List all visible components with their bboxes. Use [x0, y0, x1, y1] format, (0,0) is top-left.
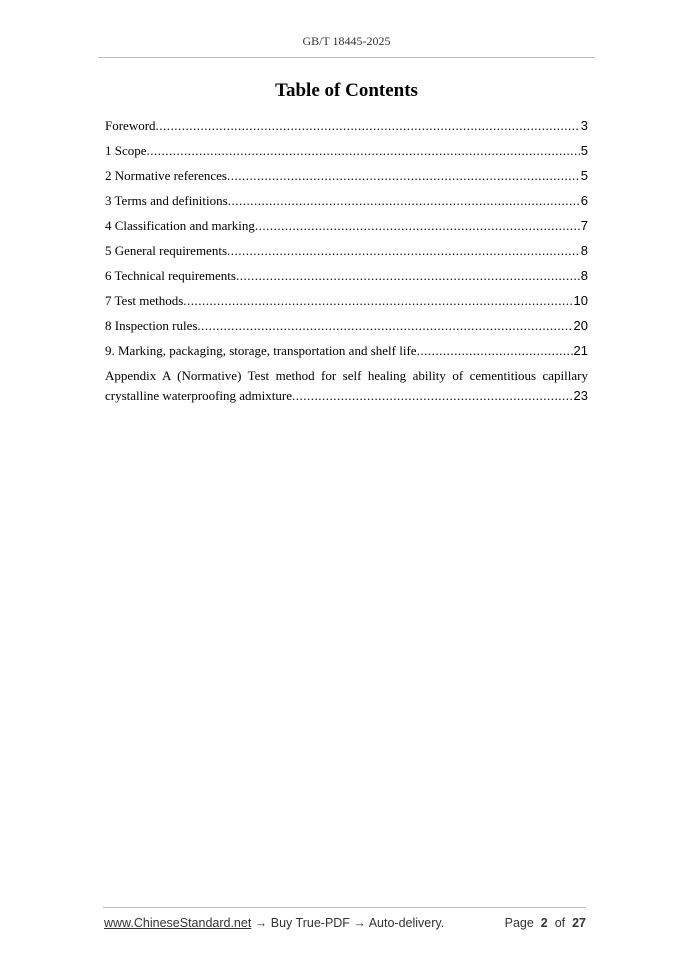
- page-indicator: [505, 916, 586, 930]
- toc-entry-page: 23: [573, 388, 588, 403]
- header-divider: [98, 57, 595, 58]
- website-link[interactable]: www.ChineseStandard.net: [104, 916, 252, 930]
- toc-leader-dots: [147, 141, 580, 161]
- toc-entry-label: 7 Test methods: [105, 293, 184, 308]
- footer-tagline: → Buy True-PDF → Auto-delivery.: [251, 916, 445, 930]
- toc-entry-page: 3: [580, 118, 588, 133]
- toc-leader-dots: [417, 341, 573, 361]
- toc-entry-page: 8: [580, 243, 588, 258]
- toc-leader-dots: [227, 166, 580, 186]
- toc-entry-page: 5: [580, 143, 588, 158]
- toc-leader-dots: [292, 386, 573, 406]
- toc-entry-classification-and-marking[interactable]: [105, 216, 588, 241]
- toc-entry-label: 1 Scope: [105, 143, 147, 158]
- page-label: Page: [504, 916, 534, 930]
- total-pages-number: 27: [572, 916, 586, 930]
- footer-divider: [103, 907, 586, 908]
- toc-entry-page: 5: [580, 168, 588, 183]
- toc-entry-continuation: [105, 386, 588, 406]
- page-footer: [104, 916, 586, 930]
- current-page-number: 2: [540, 916, 548, 930]
- toc-entry-test-methods[interactable]: [105, 291, 588, 316]
- toc-entry-page: 8: [580, 268, 588, 283]
- toc-entry-label: 3 Terms and definitions: [105, 193, 228, 208]
- toc-entry-general-requirements[interactable]: [105, 241, 588, 266]
- toc-entry-label: Foreword: [105, 118, 156, 133]
- toc-entry-label: Appendix A (Normative) Test method for self healing ability of cementitious capillary: [105, 368, 588, 383]
- toc-entry-label: 4 Classification and marking: [105, 218, 255, 233]
- toc-leader-dots: [197, 316, 572, 336]
- toc-entry-normative-references[interactable]: [105, 166, 588, 191]
- toc-entry-terms-and-definitions[interactable]: [105, 191, 588, 216]
- toc-entry-marking-packaging[interactable]: [105, 341, 588, 366]
- toc-leader-dots: [183, 291, 572, 311]
- toc-entry-label: 9. Marking, packaging, storage, transportation and shelf life: [105, 343, 417, 358]
- toc-entry-label: 6 Technical requirements: [105, 268, 236, 283]
- toc-entry-page: 7: [580, 218, 588, 233]
- toc-entry-label: 2 Normative references: [105, 168, 227, 183]
- toc-entry-label: 5 General requirements: [105, 243, 228, 258]
- toc-entry-appendix-a[interactable]: [105, 366, 588, 406]
- table-of-contents: [105, 116, 588, 406]
- toc-leader-dots: [236, 266, 580, 286]
- toc-entry-technical-requirements[interactable]: [105, 266, 588, 291]
- footer-promo: [104, 916, 444, 930]
- toc-entry-foreword[interactable]: [105, 116, 588, 141]
- page-title: Table of Contents: [275, 80, 418, 101]
- toc-entry-label: 8 Inspection rules: [105, 318, 198, 333]
- toc-leader-dots: [156, 116, 580, 136]
- toc-entry-scope[interactable]: [105, 141, 588, 166]
- toc-entry-page: 21: [573, 343, 588, 358]
- toc-entry-page: 20: [573, 318, 588, 333]
- toc-leader-dots: [255, 216, 580, 236]
- toc-entry-inspection-rules[interactable]: [105, 316, 588, 341]
- page-of-label: of: [554, 916, 566, 930]
- toc-leader-dots: [227, 241, 580, 261]
- toc-entry-page: 6: [580, 193, 588, 208]
- toc-entry-label-continued: crystalline waterproofing admixture: [105, 388, 292, 403]
- toc-leader-dots: [228, 191, 580, 211]
- running-header: GB/T 18445-2025: [302, 34, 391, 48]
- toc-entry-page: 10: [573, 293, 588, 308]
